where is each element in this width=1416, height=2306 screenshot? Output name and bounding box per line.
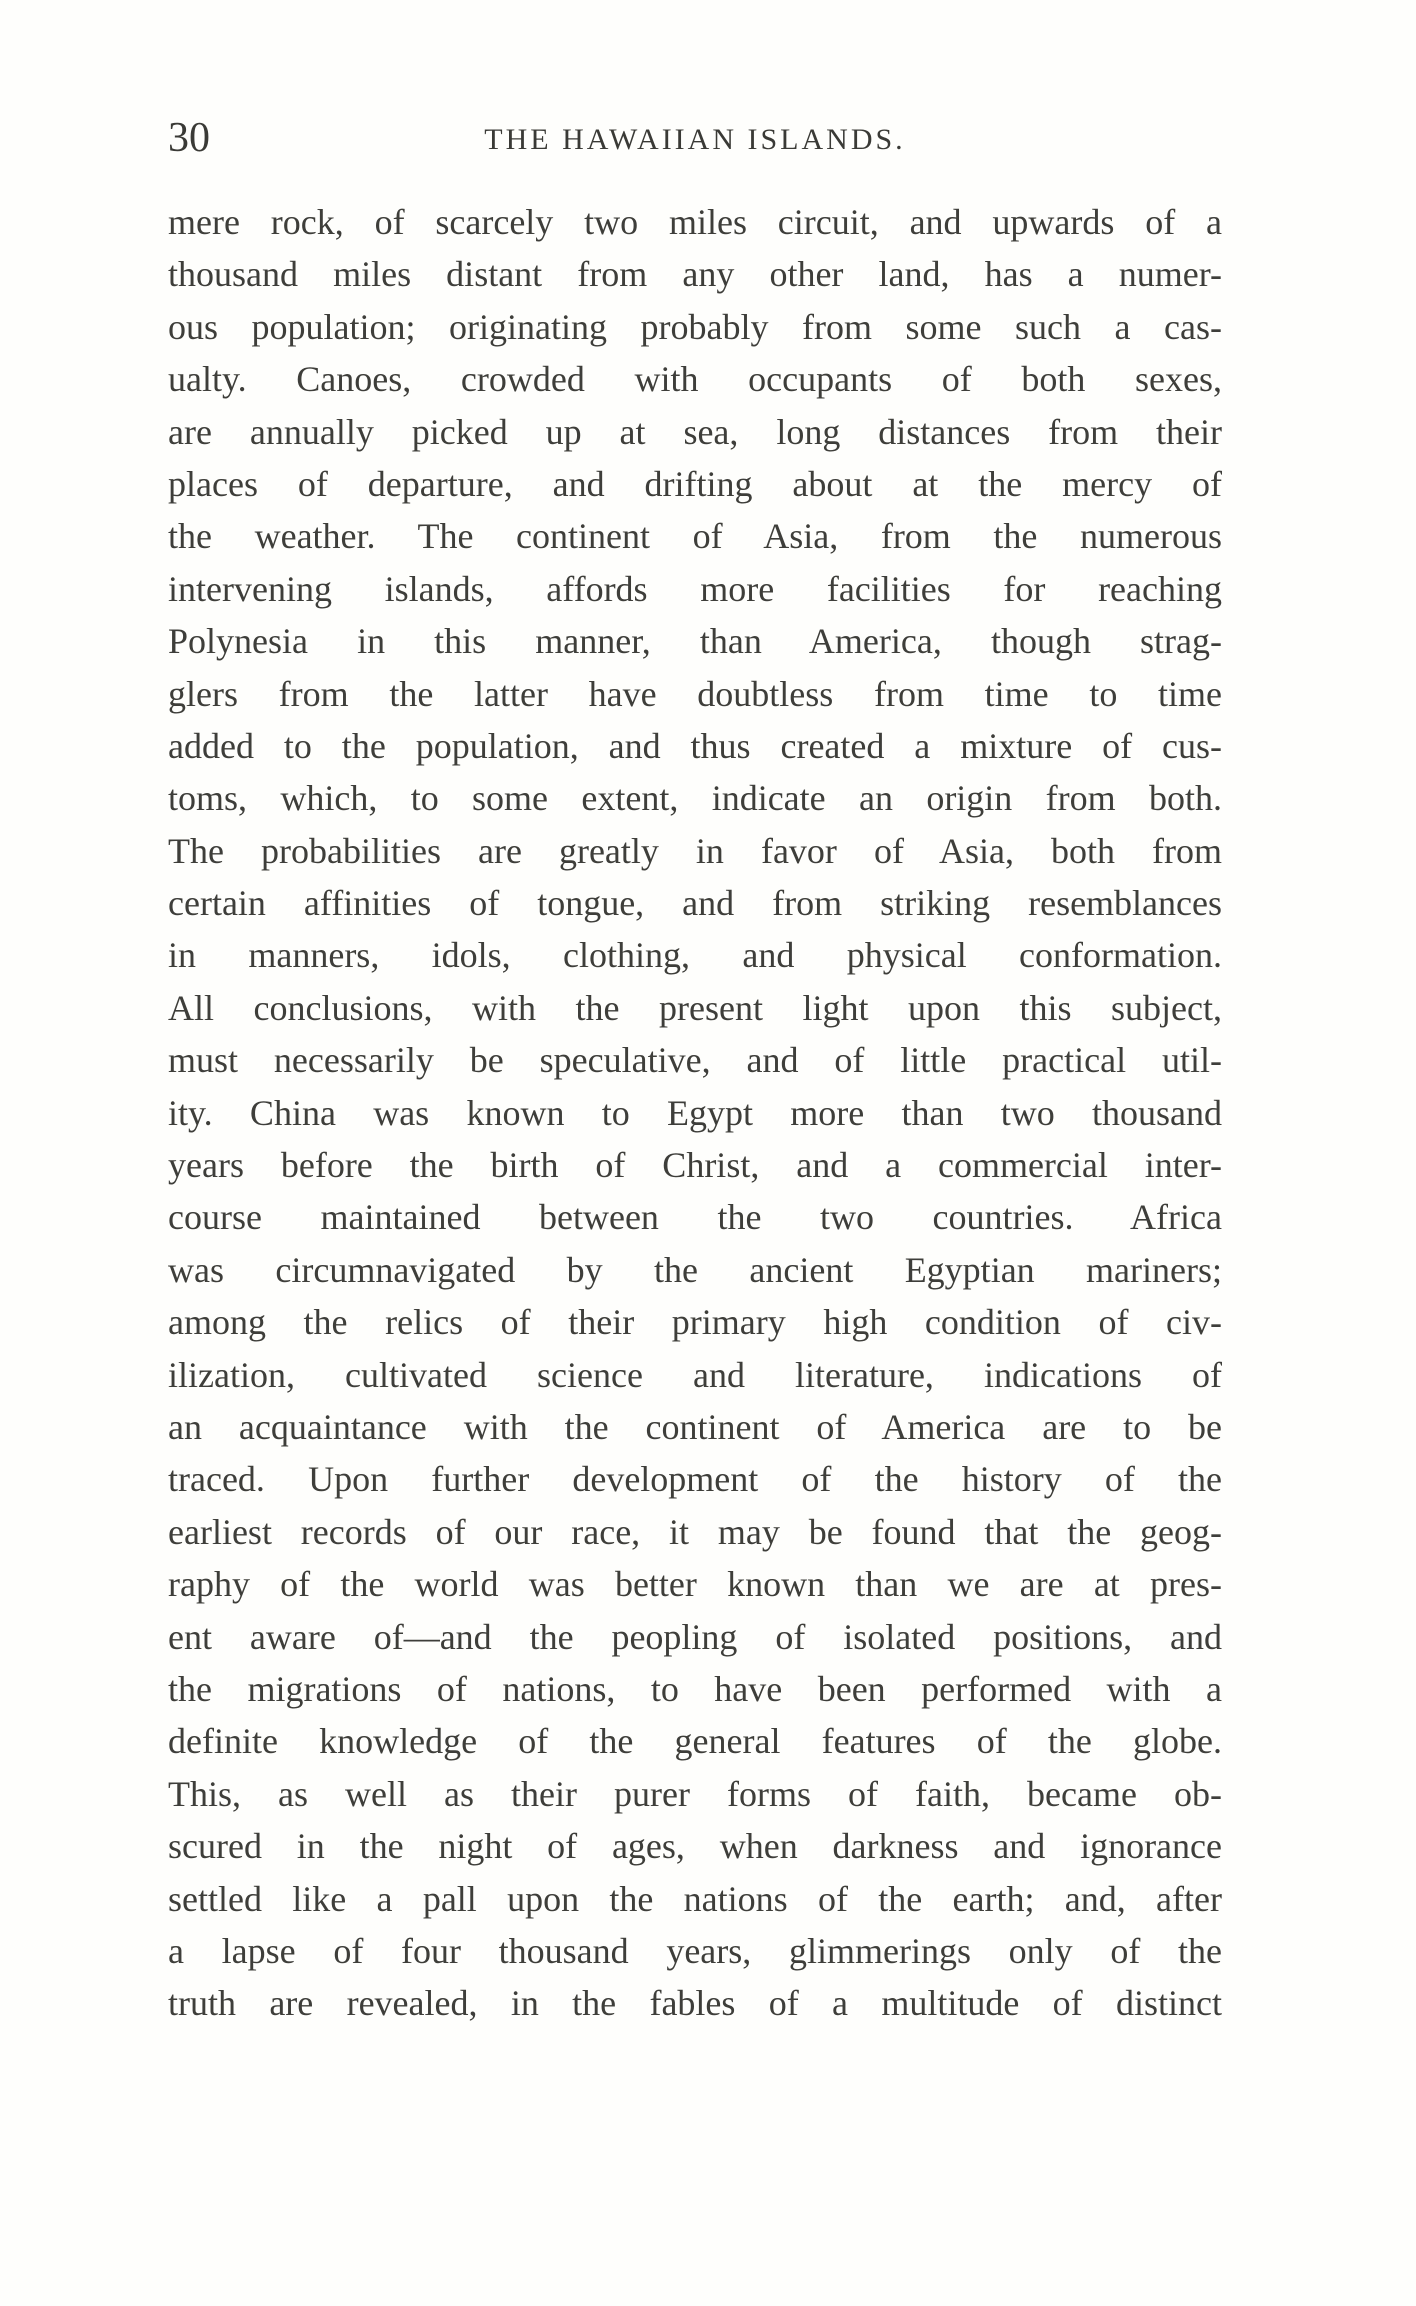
text-line: places of departure, and drifting about at the mercy of: [168, 463, 1222, 504]
text-line: course maintained between the two countries. Africa: [168, 1197, 1222, 1238]
text-line: truth are revealed, in the fables of a multitude of distinct: [168, 1983, 1222, 2024]
body-text: [168, 196, 1222, 2030]
text-line: toms, which, to some extent, indicate an origin from both.: [168, 778, 1222, 819]
text-line: glers from the latter have doubtless from time to time: [168, 673, 1222, 714]
text-line: thousand miles distant from any other land, has a numer-: [168, 254, 1222, 295]
text-line: the weather. The continent of Asia, from the numerous: [168, 516, 1222, 557]
text-line: mere rock, of scarcely two miles circuit, and upwards of a: [168, 202, 1222, 242]
page-header: [168, 108, 1222, 168]
text-line: certain affinities of tongue, and from striking resemblances: [168, 883, 1222, 924]
text-line: intervening islands, affords more facilities for reaching: [168, 568, 1222, 609]
text-line: must necessarily be speculative, and of little practical util-: [168, 1040, 1222, 1081]
text-line: earliest records of our race, it may be found that the geog-: [168, 1511, 1222, 1552]
text-line: All conclusions, with the present light upon this subject,: [168, 987, 1222, 1028]
text-line: ous population; originating probably from some such a cas-: [168, 306, 1222, 347]
text-line: among the relics of their primary high condition of civ-: [168, 1302, 1222, 1343]
text-line: ualty. Canoes, crowded with occupants of both sexes,: [168, 359, 1222, 400]
text-line: in manners, idols, clothing, and physical conformation.: [168, 935, 1222, 976]
text-line: are annually picked up at sea, long distances from their: [168, 411, 1222, 452]
text-line: ity. China was known to Egypt more than two thousand: [168, 1092, 1222, 1133]
text-line: an acquaintance with the continent of America are to be: [168, 1406, 1222, 1447]
text-line: This, as well as their purer forms of faith, became ob-: [168, 1773, 1222, 1814]
text-line: ilization, cultivated science and literature, indications of: [168, 1354, 1222, 1395]
text-line: was circumnavigated by the ancient Egyptian mariners;: [168, 1249, 1222, 1290]
text-line: The probabilities are greatly in favor of Asia, both from: [168, 830, 1222, 871]
text-line: ent aware of—and the peopling of isolated positions, and: [168, 1616, 1222, 1657]
text-line: a lapse of four thousand years, glimmerings only of the: [168, 1930, 1222, 1971]
running-head: THE HAWAIIAN ISLANDS.: [484, 123, 906, 156]
text-line: Polynesia in this manner, than America, though strag-: [168, 621, 1222, 662]
text-line: traced. Upon further development of the history of the: [168, 1459, 1222, 1500]
text-line: added to the population, and thus created a mixture of cus-: [168, 725, 1222, 766]
text-line: definite knowledge of the general features of the globe.: [168, 1721, 1222, 1762]
text-line: years before the birth of Christ, and a commercial inter-: [168, 1145, 1222, 1186]
text-line: scured in the night of ages, when darkness and ignorance: [168, 1826, 1222, 1867]
text-line: the migrations of nations, to have been performed with a: [168, 1668, 1222, 1709]
text-line: raphy of the world was better known than we are at pres-: [168, 1564, 1222, 1605]
text-line: settled like a pall upon the nations of the earth; and, after: [168, 1878, 1222, 1919]
page-number: 30: [168, 115, 210, 161]
